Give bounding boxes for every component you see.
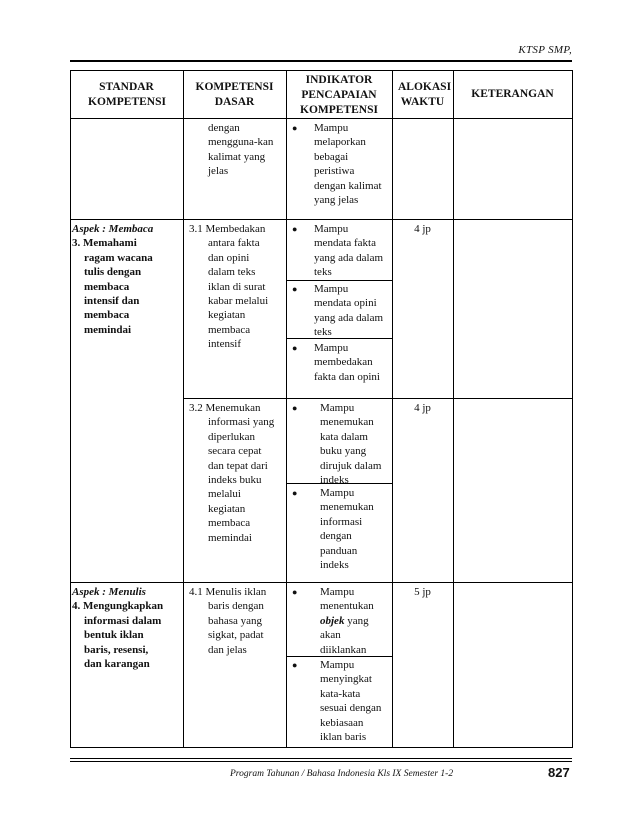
sk-membaca: Aspek : Membaca 3. Memahami ragam wacana tulis dengan membaca intensif dan membaca memindai (72, 223, 154, 336)
footer-rule-bottom (70, 761, 572, 762)
bullet-icon: ● (292, 123, 298, 133)
kd-3-1: 3.1 Membedakan antara fakta dan opini dalam teks iklan di surat kabar melalui kegiatan membaca intensif (189, 223, 269, 351)
continued-indicator: ● Mampu melaporkan bebagai peristiwa dengan kalimat yang jelas (288, 121, 392, 207)
bullet-icon: ● (292, 224, 298, 234)
indicator-3-2-1: ● Mampu menemukan kata dalam buku yang dirujuk dalam indeks (288, 401, 392, 487)
indicator-3-1-2: ● Mampu mendata opini yang ada dalam teks (288, 282, 392, 340)
bullet-icon: ● (292, 488, 298, 498)
running-header: KTSP SMP, (518, 44, 572, 56)
bullet-icon: ● (292, 587, 298, 597)
bullet-icon: ● (292, 343, 298, 353)
bullet-icon: ● (292, 660, 298, 670)
col-header-indikator: INDIKATOR PENCAPAIAN KOMPETENSI (300, 74, 378, 116)
indicator-3-2-2: ● Mampu menemukan informasi dengan panduan indeks (288, 486, 392, 572)
col-header-keterangan: KETERANGAN (471, 88, 554, 100)
indicator-4-1-1: ● Mampu menentukan objek yang akan diiklankan (288, 585, 392, 657)
page-number: 827 (548, 765, 570, 780)
kd-3-2: 3.2 Menemukan informasi yang diperlukan secara cepat dan tepat dari indeks buku melalui kegiatan membaca memindai (189, 402, 275, 544)
col-header-alokasi: ALOKASI WAKTU (398, 81, 452, 108)
footer-text: Program Tahunan / Bahasa Indonesia Kls IX Semester 1-2 (230, 769, 454, 779)
kd-4-1: 4.1 Menulis iklan baris dengan bahasa yang sigkat, padat dan jelas (189, 586, 267, 656)
time-3-1: 4 jp (414, 223, 431, 235)
indicator-3-1-3: ● Mampu membedakan fakta dan opini (288, 341, 392, 384)
col-header-kompetensi: KOMPETENSI DASAR (195, 81, 274, 108)
header-rule (70, 60, 572, 62)
bullet-icon: ● (292, 284, 298, 294)
continued-kd: dengan mengguna-kan kalimat yang jelas (208, 122, 274, 178)
sk-menulis: Aspek : Menulis 4. Mengungkapkan informasi dalam bentuk iklan baris, resensi, dan karangan (72, 586, 164, 671)
footer-rule-top (70, 758, 572, 759)
indicator-3-1-1: ● Mampu mendata fakta yang ada dalam teks (288, 222, 392, 280)
bullet-icon: ● (292, 403, 298, 413)
time-3-2: 4 jp (414, 402, 431, 414)
indicator-4-1-2: ● Mampu menyingkat kata-kata sesuai dengan kebiasaan iklan baris (288, 658, 392, 744)
time-4-1: 5 jp (414, 586, 431, 598)
col-header-standar: STANDAR KOMPETENSI (88, 81, 166, 108)
